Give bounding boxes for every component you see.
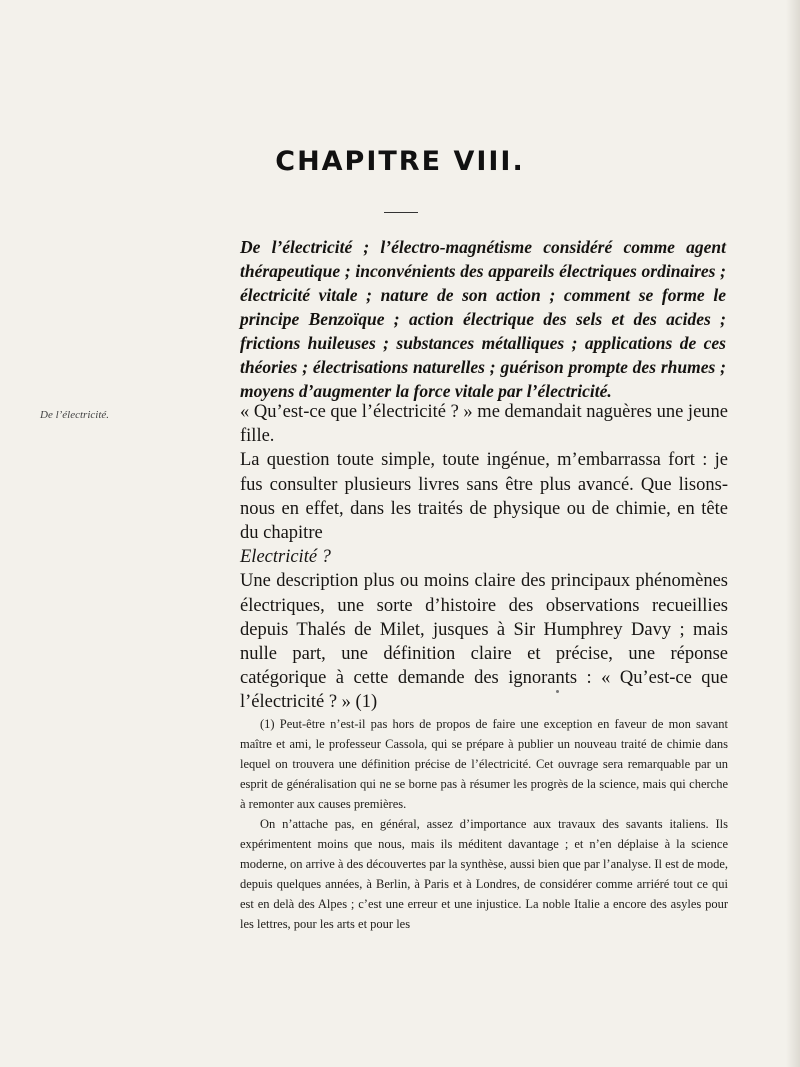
title-divider: [384, 212, 418, 213]
footnote-2: On n’attache pas, en général, assez d’importance aux travaux des savants italiens. Ils expérimentent moins que nous, mais ils méditent davantage ; et n’en déplaise à la science moderne, on arrive à des découvertes par la synthèse, aussi bien que par l’analyse. Il est de mode, depuis quelques années, à Berlin, à Paris et à Londres, de considérer comme arriéré tout ce qui est en delà des Alpes ; c’est une erreur et une injustice. La noble Italie a encore des asyles pour les lettres, pour les arts et pour les: [240, 817, 728, 931]
paragraph-2-text: La question toute simple, toute ingénue, m’embarrassa fort : je fus consulter plusieurs livres sans être plus avancé. Que lisons-nous en effet, dans les traités de physique ou de chimie, en tête du chapitre: [240, 450, 728, 544]
paragraph-1: « Qu’est-ce que l’électricité ? » me demandait naguères une jeune fille.: [240, 402, 728, 447]
ink-speck: [556, 690, 559, 693]
chapter-summary: De l’électricité ; l’électro-magnétisme considéré comme agent thérapeutique ; inconvénients des appareils électriques ordinaires ; électricité vitale ; nature de son action ; comment se forme le principe Benzoïque ; action électrique des sels et des acides ; frictions huileuses ; substances métalliques ; applications de ces théories ; électrisations naturelles ; guérison prompte des rhumes ; moyens d’augmenter la force vitale par l’électricité.: [240, 237, 726, 401]
paragraph-2: [240, 448, 728, 569]
footnote-1: (1) Peut-être n’est-il pas hors de propos de faire une exception en faveur de mon savant maître et ami, le professeur Cassola, qui se prépare à publier un nouveau traité de chimie dans lequel on trouvera une définition précise de l’électricité. Cet ouvrage sera remarquable par un esprit de généralisation qui ne se borne pas à résumer les progrès de la science, mais qui cherche à remonter aux causes premières.: [240, 717, 728, 811]
margin-note: De l’électricité.: [40, 409, 110, 421]
footnotes: [240, 714, 728, 934]
paragraph-2-italic: Electricité ?: [240, 547, 331, 568]
chapter-title: CHAPITRE VIII.: [275, 146, 525, 177]
body-text: [240, 400, 728, 715]
paragraph-3: Une description plus ou moins claire des principaux phénomènes électriques, une sorte d’histoire des observations recueillies depuis Thalés de Milet, jusques à Sir Humphrey Davy ; mais nulle part, une définition claire et précise, une réponse catégorique à cette demande des ignorants : « Qu’est-ce que l’électricité ? » (1): [240, 571, 728, 713]
